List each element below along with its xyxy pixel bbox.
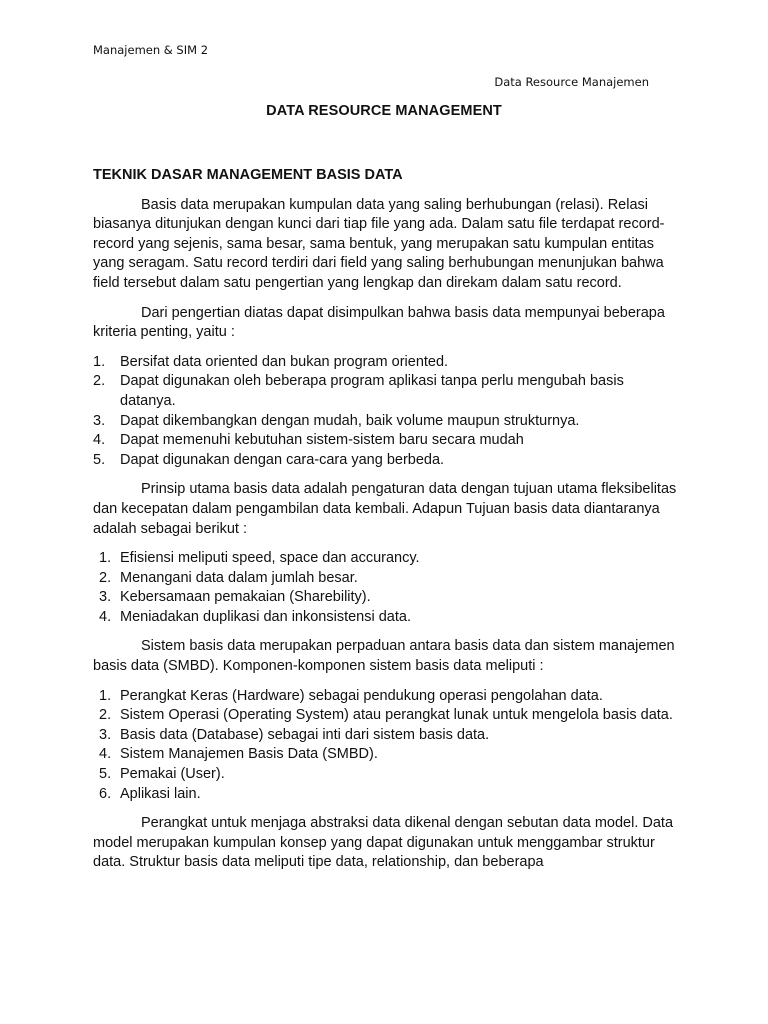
list-item (93, 726, 683, 746)
list-item (93, 706, 683, 726)
list-number: 1. (93, 353, 106, 370)
list-item (93, 785, 683, 805)
list-text: Meniadakan duplikasi dan inkonsistensi data. (120, 608, 411, 625)
list-text: Efisiensi meliputi speed, space dan accurancy. (120, 550, 420, 567)
paragraph-1: Basis data merupakan kumpulan data yang saling berhubungan (relasi). Relasi biasanya ditunjukan dengan kunci dari tiap file yang ada. Dalam satu file terdapat record-record yang sejenis, sama besar, sama bentuk, yang merupakan satu kumpulan entitas yang seragam. Satu record terdiri dari field yang saling berhubungan menunjukan bahwa field tersebut dalam satu pengertian yang lengkap dan direkam dalam satu record. (93, 196, 665, 291)
list-item (93, 745, 683, 765)
components-list (93, 687, 683, 805)
list-number: 1. (99, 687, 112, 704)
paragraph-4: Sistem basis data merupakan perpaduan antara basis data dan sistem manajemen basis data (SMBD). Komponen-komponen sistem basis data meliputi : (93, 638, 675, 675)
list-text: Menangani data dalam jumlah besar. (120, 569, 358, 586)
goals-list (93, 549, 683, 627)
header-right: Data Resource Manajemen (494, 75, 649, 89)
list-item (93, 569, 683, 589)
paragraph-3: Prinsip utama basis data adalah pengaturan data dengan tujuan utama fleksibelitas dan kecepatan dalam pengambilan data kembali. Adapun Tujuan basis data diantaranya adalah sebagai berikut : (93, 481, 677, 537)
list-text: Sistem Manajemen Basis Data (SMBD). (120, 746, 378, 763)
list-item (93, 412, 683, 432)
list-item (93, 608, 683, 628)
list-number: 5. (93, 451, 106, 468)
list-text: Dapat dikembangkan dengan mudah, baik volume maupun strukturnya. (120, 412, 580, 429)
list-number: 5. (99, 766, 112, 783)
list-text: Pemakai (User). (120, 766, 225, 783)
list-number: 2. (93, 373, 106, 390)
list-text: Bersifat data oriented dan bukan program oriented. (120, 353, 449, 370)
paragraph-2: Dari pengertian diatas dapat disimpulkan bahwa basis data mempunyai beberapa kriteria penting, yaitu : (93, 304, 665, 341)
criteria-list (93, 353, 683, 471)
list-text: Perangkat Keras (Hardware) sebagai pendukung operasi pengolahan data. (120, 687, 603, 704)
list-number: 3. (99, 726, 112, 743)
list-text: Dapat memenuhi kebutuhan sistem-sistem baru secara mudah (120, 432, 524, 449)
list-number: 6. (99, 785, 112, 802)
document-title: DATA RESOURCE MANAGEMENT (266, 103, 502, 119)
list-text: Dapat digunakan dengan cara-cara yang berbeda. (120, 451, 445, 468)
document-body (93, 166, 683, 883)
list-item (93, 353, 683, 373)
list-item (93, 451, 683, 471)
paragraph-5: Perangkat untuk menjaga abstraksi data dikenal dengan sebutan data model. Data model merupakan kumpulan konsep yang dapat digunakan untuk menggambar struktur data. Struktur basis data meliputi tipe data, relationship, dan beberapa (93, 815, 674, 871)
list-text: Aplikasi lain. (120, 785, 201, 802)
list-number: 1. (99, 550, 112, 567)
list-number: 4. (93, 432, 106, 449)
list-text: Basis data (Database) sebagai inti dari sistem basis data. (120, 726, 490, 743)
list-item (93, 687, 683, 707)
list-text: Sistem Operasi (Operating System) atau perangkat lunak untuk mengelola basis data. (120, 707, 673, 724)
list-text: Kebersamaan pemakaian (Sharebility). (120, 589, 371, 606)
list-number: 4. (99, 608, 112, 625)
list-item (93, 549, 683, 569)
list-number: 2. (99, 569, 112, 586)
list-number: 2. (99, 707, 112, 724)
header-left: Manajemen & SIM 2 (93, 43, 209, 57)
list-item (93, 588, 683, 608)
list-number: 4. (99, 746, 112, 763)
list-number: 3. (93, 412, 106, 429)
list-item (93, 431, 683, 451)
list-item (93, 765, 683, 785)
section-heading: TEKNIK DASAR MANAGEMENT BASIS DATA (93, 167, 403, 183)
list-number: 3. (99, 589, 112, 606)
list-text: Dapat digunakan oleh beberapa program aplikasi tanpa perlu mengubah basis datanya. (120, 373, 624, 409)
list-item (93, 372, 683, 411)
